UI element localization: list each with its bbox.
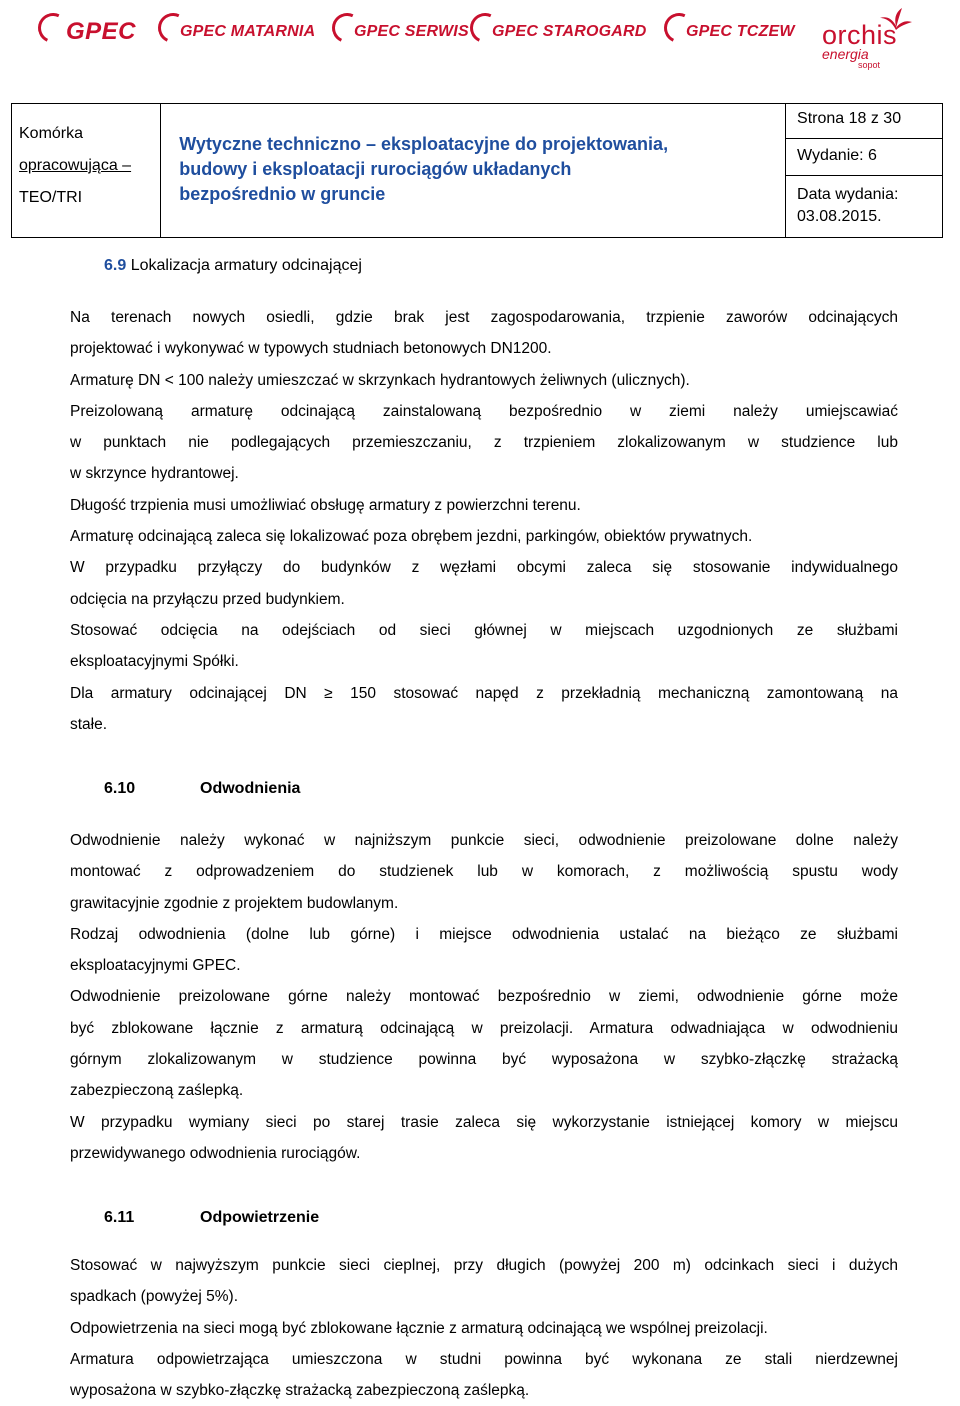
paragraph-line: Na terenach nowych osiedli, gdzie brak jest zagospodarowania, trzpienie zaworów odcinających: [70, 309, 898, 326]
edition: Wydanie: 6: [786, 139, 942, 176]
paragraph-line: projektować i wykonywać w typowych studniach betonowych DN1200.: [70, 340, 552, 358]
paragraph-line: Stosować w najwyższym punkcie sieci cieplnej, przy długich (powyżej 200 m) odcinkach sieci i dużych: [70, 1257, 898, 1274]
section-title: Lokalizacja armatury odcinającej: [130, 257, 362, 274]
paragraph-line: spadkach (powyżej 5%).: [70, 1288, 238, 1306]
section-number: 6.9: [104, 257, 127, 274]
paragraph-line: Rodzaj odwodnienia (dolne lub górne) i miejsce odwodnienia ustalać na bieżąco ze służbami: [70, 925, 898, 943]
gpec-serwis-logo: GPEC SERWIS: [330, 10, 469, 54]
document-title-cell: [161, 104, 786, 238]
paragraph-line: grawitacyjnie zgodnie z projektem budowlanym.: [70, 894, 399, 912]
logo-bar: [0, 0, 960, 68]
paragraph-line: W przypadku przyłączy do budynków z węzłami obcymi zaleca się stosowanie indywidualnego: [70, 559, 898, 577]
section-title: Odpowietrzenie: [200, 1209, 320, 1226]
paragraph-line: Odwodnienie preizolowane górne należy montować bezpośrednio w ziemi, odwodnienie górne może: [70, 988, 898, 1006]
section-title: Odwodnienia: [200, 780, 301, 797]
paragraph-line: zabezpieczoną zaślepką.: [70, 1082, 244, 1100]
document-title-line: bezpośrednio w gruncie: [179, 184, 386, 204]
gpec-swoosh-icon: [328, 9, 366, 47]
section-6-10-body: [70, 825, 898, 1169]
paragraph-line: w punktach nie podlegających przemieszczaniu, z trzpieniem zlokalizowanym w studzience lub: [70, 434, 898, 452]
gpec-swoosh-icon: [466, 9, 504, 47]
paragraph-line: Długość trzpienia musi umożliwiać obsługę armatury z powierzchni terenu.: [70, 496, 581, 514]
orchis-energia-logo: orchis energia sopot: [822, 6, 932, 64]
unit-code: TEO/TRI: [19, 189, 83, 206]
paragraph-line: Odwodnienie należy wykonać w najniższym punkcie sieci, odwodnienie preizolowane dolne należy: [70, 832, 898, 849]
gpec-logo: GPEC: [36, 10, 136, 54]
paragraph-line: przewidywanego odwodnienia rurociągów.: [70, 1144, 361, 1162]
paragraph-line: być zblokowane łącznie z armaturą odcinającą w preizolacji. Armatura odwadniająca w odwodnieniu: [70, 1019, 898, 1037]
paragraph-line: montować z odprowadzeniem do studzienek lub w komorach, z możliwością spustu wody: [70, 863, 898, 881]
unit-label: opracowująca –: [19, 157, 132, 174]
section-heading-6-9: [104, 257, 362, 275]
paragraph-line: Preizolowaną armaturę odcinającą zainstalowaną bezpośrednio w ziemi należy umiejscawiać: [70, 402, 898, 420]
paragraph-line: odcięcia na przyłączu przed budynkiem.: [70, 590, 345, 608]
paragraph-line: górnym zlokalizowanym w studzience powinna być wyposażona w szybko-złączkę strażacką: [70, 1051, 898, 1069]
unit-label: Komórka: [19, 125, 84, 142]
paragraph-line: Dla armatury odcinającej DN ≥ 150 stosować napęd z przekładnią mechaniczną zamontowaną na: [70, 684, 898, 702]
section-number: 6.11: [104, 1209, 135, 1226]
gpec-swoosh-icon: [154, 9, 192, 47]
paragraph-line: Odpowietrzenia na sieci mogą być zblokowane łącznie z armaturą odcinającą we wspólnej preizolacji.: [70, 1319, 768, 1337]
paragraph-line: eksploatacyjnymi Spółki.: [70, 653, 239, 671]
document-title-line: Wytyczne techniczno – eksploatacyjne do projektowania,: [179, 134, 669, 154]
section-heading-6-11: [104, 1209, 320, 1227]
page-number: Strona 18 z 30: [786, 104, 942, 139]
gpec-tczew-logo: GPEC TCZEW: [662, 10, 795, 54]
paragraph-line: W przypadku wymiany sieci po starej trasie zaleca się wykorzystanie istniejącej komory w miejscu: [70, 1113, 898, 1131]
document-meta-cell: [786, 104, 943, 238]
section-number: 6.10: [104, 780, 136, 797]
gpec-swoosh-icon: [660, 9, 698, 47]
gpec-matarnia-logo: GPEC MATARNIA: [156, 10, 315, 54]
paragraph-line: stałe.: [70, 715, 108, 733]
responsible-unit-cell: [12, 104, 161, 238]
document-header-table: [11, 103, 943, 238]
gpec-starogard-logo: GPEC STAROGARD: [468, 10, 647, 54]
paragraph-line: Armaturę DN < 100 należy umieszczać w skrzynkach hydrantowych żeliwnych (ulicznych).: [70, 371, 690, 389]
section-6-9-body: [70, 302, 898, 740]
paragraph-line: Stosować odcięcia na odejściach od sieci głównej w miejscach uzgodnionych ze służbami: [70, 621, 898, 639]
paragraph-line: w skrzynce hydrantowej.: [70, 465, 239, 483]
paragraph-line: Armaturę odcinającą zaleca się lokalizować poza obrębem jezdni, parkingów, obiektów prywatnych.: [70, 528, 753, 546]
issue-date: Data wydania: 03.08.2015.: [797, 186, 899, 225]
paragraph-line: eksploatacyjnymi GPEC.: [70, 957, 241, 975]
paragraph-line: wyposażona w szybko-złączkę strażacką zabezpieczoną zaślepką.: [70, 1382, 530, 1400]
paragraph-line: Armatura odpowietrzająca umieszczona w studni powinna być wykonana ze stali nierdzewnej: [70, 1350, 898, 1368]
document-title-line: budowy i eksploatacji rurociągów układanych: [179, 159, 572, 179]
section-heading-6-10: [104, 780, 301, 798]
section-6-11-body: [70, 1250, 898, 1406]
